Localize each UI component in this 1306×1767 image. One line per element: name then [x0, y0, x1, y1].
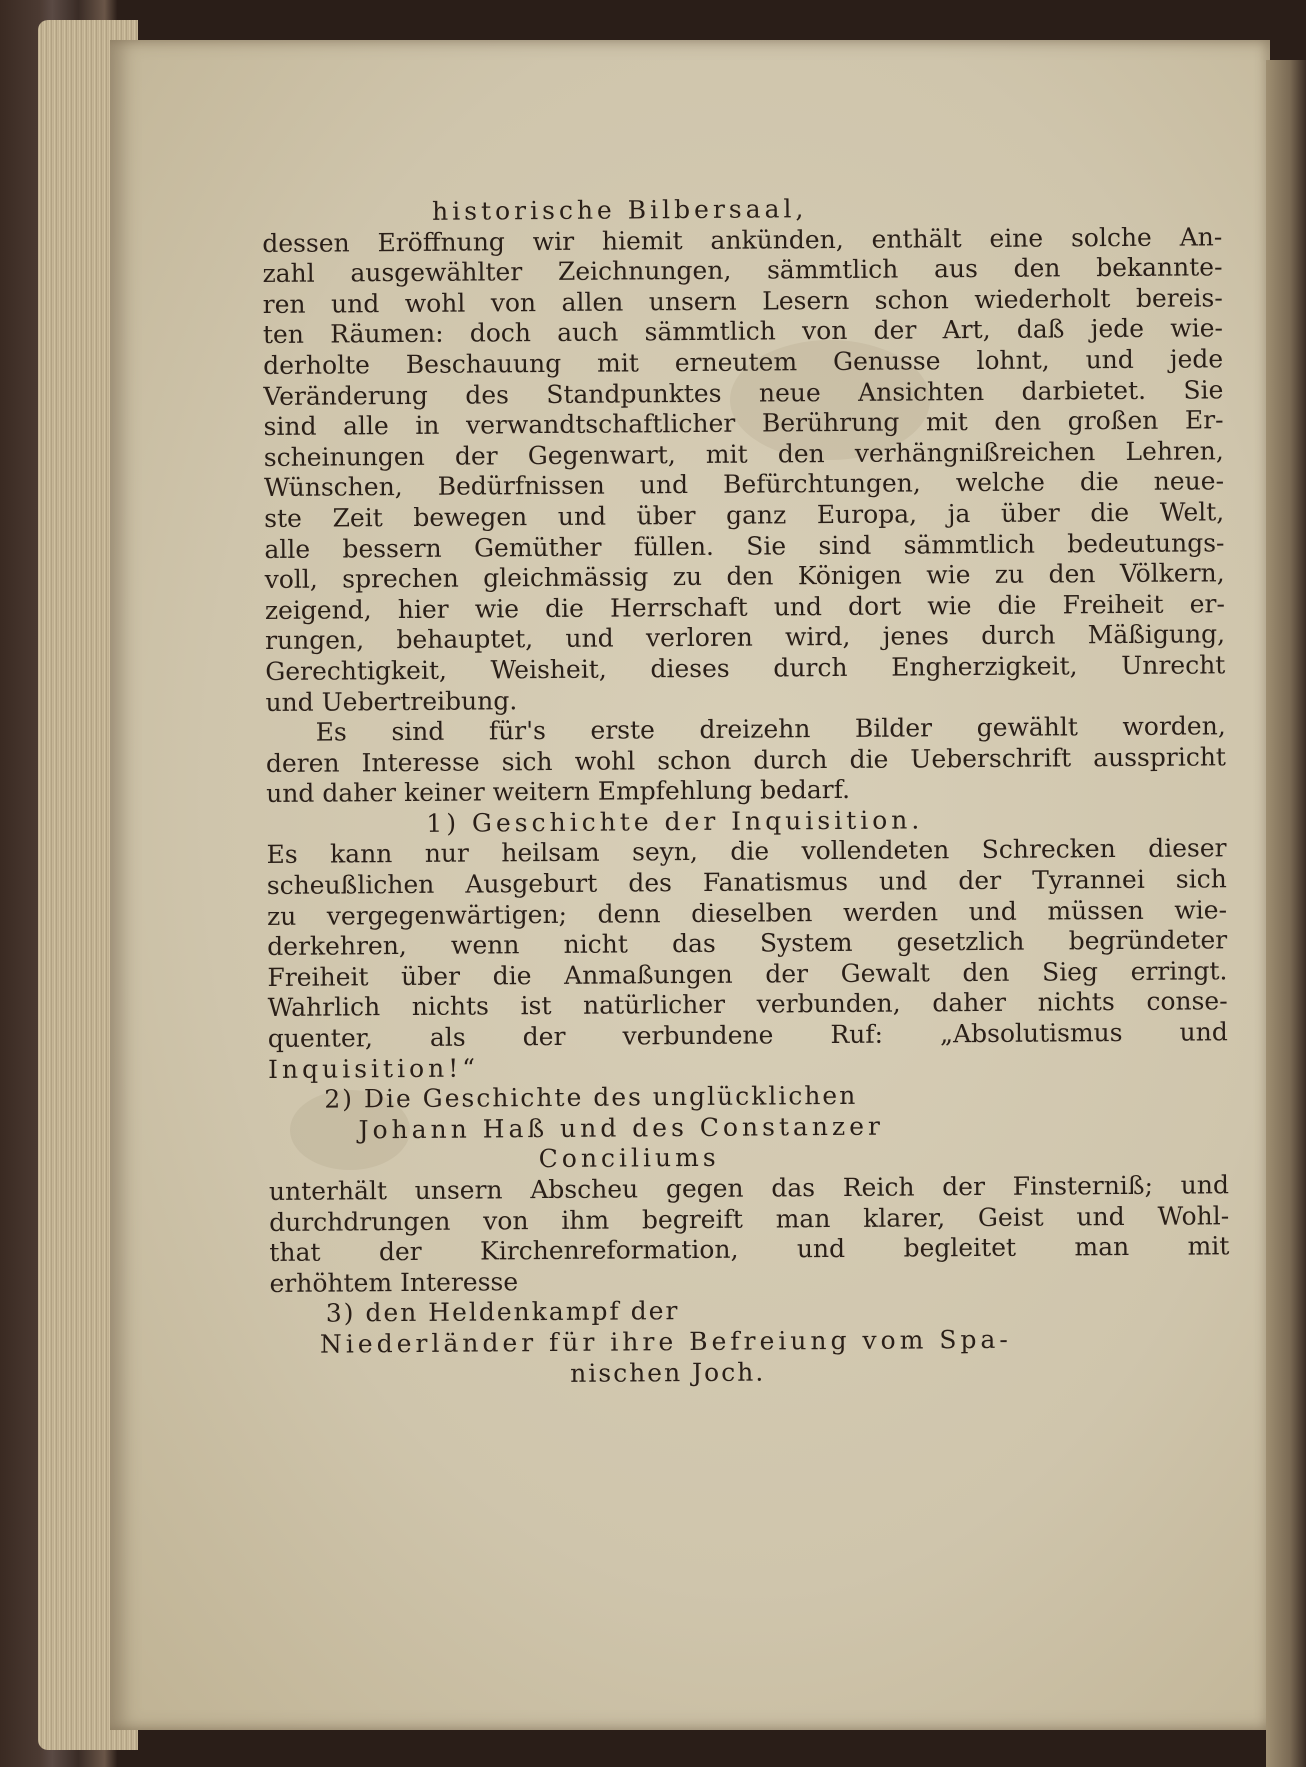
text-line: ten Räumen: doch auch sämmtlich von der Art, daß jede wie- — [262, 313, 1224, 350]
text-line: Inquisition!“ — [267, 1053, 480, 1084]
text-line: zeigend, hier wie die Herrschaft und dort wie die Freiheit er- — [264, 589, 1225, 625]
text-line: ste Zeit bewegen und über ganz Europa, ja über die Welt, — [264, 497, 1225, 533]
text-line: Wahrlich nichts ist natürlicher verbunden, daher nichts conse- — [267, 986, 1228, 1023]
text-line: unterhält unsern Abscheu gegen das Reich der Finsterniß; und — [268, 1170, 1230, 1206]
text-line: scheinungen der Gegenwart, mit den verhängnißreichen Lehren, — [263, 436, 1224, 472]
text-line: Es kann nur heilsam seyn, die vollendeten Schrecken dieser — [266, 833, 1227, 870]
text-line: ren und wohl von allen unsern Lesern schon wiederholt bereis- — [262, 283, 1223, 319]
text-line: derkehren, wenn nicht das System gesetzlich begründeter — [267, 925, 1228, 962]
text-line: voll, sprechen gleichmässig zu den Königen wie zu den Völkern, — [264, 558, 1225, 595]
text-line: Veränderung des Standpunktes neue Ansichten darbietet. Sie — [263, 374, 1224, 411]
text-line: Gerechtigkeit, Weisheit, dieses durch Engherzigkeit, Unrecht — [265, 650, 1226, 686]
text-line: und daher keiner weitern Empfehlung bedarf. — [266, 775, 851, 809]
text-line: durchdrungen von ihm begreift man klarer, Geist und Wohl- — [269, 1200, 1230, 1237]
section-heading-2: 2) Die Geschichte des unglücklichen — [324, 1081, 858, 1114]
text-line: und Uebertreibung. — [265, 685, 518, 717]
text-line: zahl ausgewählter Zeichnungen, sämmtlich aus den bekannte- — [262, 252, 1223, 289]
text-line: Es sind für's erste dreizehn Bilder gewählt worden, — [315, 711, 1226, 747]
text-line: quenter, als der verbundene Ruf: „Absolutismus und — [267, 1017, 1228, 1054]
section-heading-2-title: Johann Haß und des Constanzer — [358, 1111, 884, 1145]
text-line: alle bessern Gemüther füllen. Sie sind sämmtlich bedeutungs- — [264, 527, 1225, 564]
running-heading: historische Bilbersaal, — [431, 194, 808, 226]
text-line: Wünschen, Bedürfnissen und Befürchtungen, welche die neue- — [263, 466, 1225, 503]
text-line: zu vergegenwärtigen; denn dieselben werden und müssen wie- — [266, 894, 1228, 931]
section-heading-3: 3) den Heldenkampf der — [325, 1296, 680, 1328]
book-gutter — [1266, 60, 1306, 1767]
text-line: Freiheit über die Anmaßungen der Gewalt den Sieg erringt. — [267, 956, 1228, 992]
text-line: dessen Eröffnung wir hiemit ankünden, enthält eine solche An- — [262, 221, 1223, 258]
text-line: scheußlichen Ausgeburt des Fanatismus und der Tyrannei sich — [266, 864, 1227, 901]
text-line: derholte Beschauung mit erneutem Genusse lohnt, und jede — [263, 344, 1224, 380]
text-line: erhöhtem Interesse — [269, 1267, 519, 1298]
text-line: sind alle in verwandtschaftlicher Berührung mit den großen Er- — [263, 405, 1224, 442]
section-heading-3-title: Niederländer für ihre Befreiung vom Spa- — [319, 1324, 1012, 1359]
page-text — [262, 191, 1230, 1391]
section-heading-2-subtitle: Conciliums — [538, 1143, 720, 1174]
text-line: that der Kirchenreformation, und begleitet man mit — [269, 1231, 1230, 1268]
text-line: deren Interesse sich wohl schon durch die Ueberschrift ausspricht — [265, 741, 1227, 778]
section-heading-1: 1) Geschichte der Inquisition. — [426, 805, 924, 838]
text-line: rungen, behauptet, und verloren wird, jenes durch Mäßigung, — [264, 619, 1226, 656]
section-heading-3-end: nischen Joch. — [570, 1357, 766, 1388]
